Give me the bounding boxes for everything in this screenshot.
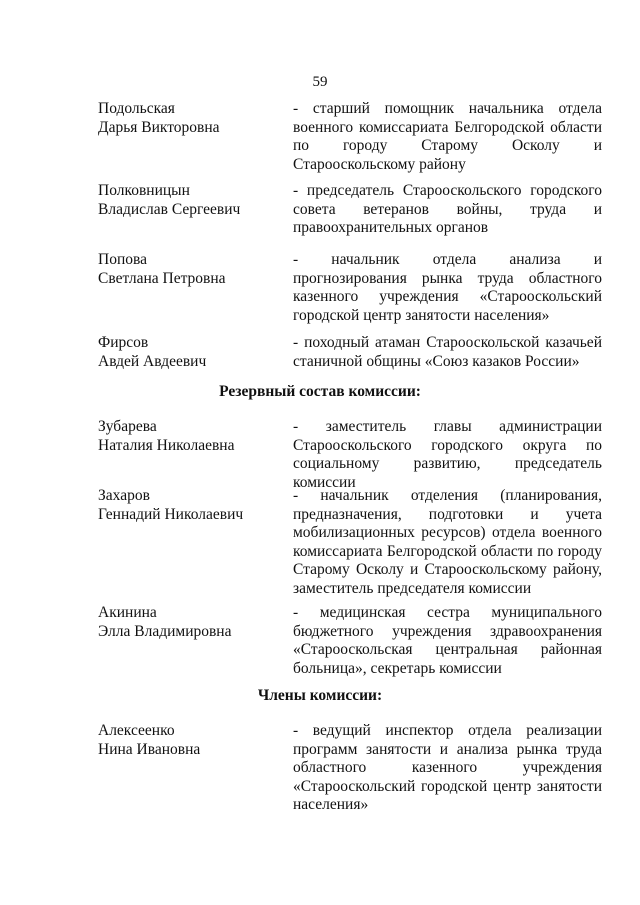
person-name — [98, 251, 278, 288]
person-given-names: Геннадий Николаевич — [98, 505, 244, 523]
person-role: - ведущий инспектор отдела реализации программ занятости и анализа рынка труда областного казенного учреждения «Старооскольский городской центр занятости населения» — [293, 722, 602, 813]
section-heading-members: Члены комиссии: — [257, 687, 383, 704]
person-surname: Акинина — [98, 604, 157, 621]
person-surname: Подольская — [98, 100, 175, 117]
person-name — [98, 418, 278, 455]
person-surname: Полковницын — [98, 182, 190, 199]
person-name — [98, 100, 278, 137]
person-role: - начальник отдела анализа и прогнозирования рынка труда областного казенного учреждения «Старооскольский городской центр занятости населения» — [293, 251, 602, 324]
person-given-names: Владислав Сергеевич — [98, 200, 241, 218]
person-surname: Попова — [98, 251, 147, 268]
person-role: - председатель Старооскольского городского совета ветеранов войны, труда и правоохранительных органов — [293, 182, 602, 236]
page-number: 59 — [312, 74, 328, 90]
person-given-names: Нина Ивановна — [98, 740, 201, 758]
person-surname: Захаров — [98, 487, 150, 504]
person-name — [98, 722, 278, 759]
person-role: - медицинская сестра муниципального бюджетного учреждения здравоохранения «Старооскольская центральная районная больница», секретарь комиссии — [293, 604, 602, 677]
person-surname: Алексеенко — [98, 722, 175, 739]
person-given-names: Светлана Петровна — [98, 269, 226, 287]
section-heading-reserve: Резервный состав комиссии: — [219, 383, 421, 400]
person-name — [98, 334, 278, 371]
person-given-names: Дарья Викторовна — [98, 118, 220, 136]
person-role: - начальник отделения (планирования, предназначения, подготовки и учета мобилизационных ресурсов) отдела военного комиссариата Белгородской области по городу Старому Осколу и Старооскольскому району, заместитель председателя комиссии — [293, 487, 602, 597]
person-given-names: Авдей Авдеевич — [98, 352, 207, 370]
person-given-names: Наталия Николаевна — [98, 436, 235, 454]
person-name — [98, 604, 278, 641]
person-given-names: Элла Владимировна — [98, 622, 232, 640]
person-role: - походный атаман Старооскольской казачьей станичной общины «Союз казаков России» — [293, 334, 602, 370]
person-name — [98, 182, 278, 219]
person-name — [98, 487, 278, 524]
person-role: - заместитель главы администрации Старооскольского городского округа по социальному развитию, председатель комиссии — [293, 418, 602, 491]
person-surname: Зубарева — [98, 418, 157, 435]
person-surname: Фирсов — [98, 334, 149, 351]
person-role: - старший помощник начальника отдела военного комиссариата Белгородской области по городу Старому Осколу и Старооскольскому району — [293, 100, 602, 173]
